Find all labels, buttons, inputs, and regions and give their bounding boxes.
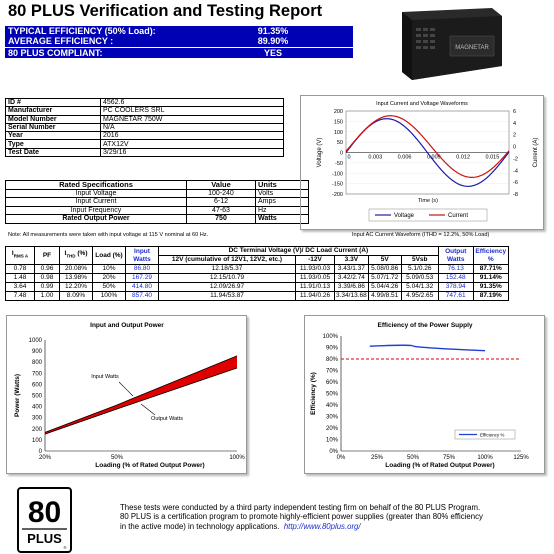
- waveform-y2tick: -6: [513, 180, 518, 187]
- footer-line-1: These tests were conducted by a third party independent testing firm on behalf of the 80 PLUS Program.: [120, 503, 481, 512]
- header-dc-title: DC Terminal Voltage (V)/ DC Load Current (A): [159, 247, 439, 256]
- series-current-line: [346, 116, 509, 178]
- waveform-ytick: 0: [339, 150, 343, 157]
- info-value: N/A: [101, 123, 284, 131]
- summary-label: 80 PLUS COMPLIANT:: [8, 47, 103, 58]
- specs-row: [6, 215, 309, 224]
- specs-name: Input Frequency: [6, 206, 187, 215]
- efficiency-xtick: 0%: [336, 455, 346, 461]
- cell-v12: 12.15/10.79: [159, 274, 296, 283]
- header-irms-sub: RMS A: [13, 253, 29, 259]
- cell-ithd: 12.20%: [60, 283, 93, 292]
- cell-pf: 0.99: [35, 283, 60, 292]
- power-ylabel: Power (Watts): [14, 373, 21, 418]
- footer-text: [120, 503, 540, 531]
- cell-irms: 7.48: [6, 292, 35, 301]
- cell-v5sb: 5.04/1.32: [401, 283, 438, 292]
- waveform-xtick: 0.009: [426, 154, 441, 161]
- cell-output: 152.48: [438, 274, 473, 283]
- device-info-table: [5, 98, 284, 157]
- power-ytick: 500: [31, 393, 42, 400]
- cell-load: 50%: [93, 283, 126, 292]
- power-ytick: 200: [31, 426, 42, 433]
- info-key: Type: [6, 140, 101, 148]
- cell-eff: 87.71%: [473, 265, 508, 274]
- series-input-watts-line: [45, 356, 237, 433]
- footer-line-2: 80 PLUS is a certification program to promote highly-efficient power supplies (greater than 80% efficiency: [120, 512, 483, 522]
- power-ytick: 300: [31, 415, 42, 422]
- logo-plus: PLUS: [27, 531, 62, 546]
- summary-panel: [5, 26, 353, 58]
- cell-ithd: 13.98%: [60, 274, 93, 283]
- info-value: PC COOLERS SRL: [101, 107, 284, 115]
- cell-v33: 3.39/6.86: [335, 283, 369, 292]
- measurement-row: [6, 274, 509, 283]
- header-input-watts: Input Watts: [126, 247, 159, 265]
- annotation-output-watts: Output Watts: [151, 416, 183, 422]
- header-irms: [6, 247, 35, 265]
- efficiency-ylabel: Efficiency (%): [310, 372, 317, 415]
- cell-pf: 0.96: [35, 265, 60, 274]
- specs-name: Rated Output Power: [6, 215, 187, 224]
- cell-v12: 11.94/53.87: [159, 292, 296, 301]
- efficiency-ytick: 40%: [325, 403, 338, 409]
- cell-eff: 91.35%: [473, 283, 508, 292]
- series-efficiency-line: [370, 345, 485, 350]
- summary-row-compliant: [5, 47, 353, 58]
- summary-label: AVERAGE EFFICIENCY :: [8, 36, 114, 47]
- waveform-y2label: Current (A): [533, 137, 539, 168]
- cell-v33: 3.34/13.68: [336, 292, 367, 299]
- efficiency-chart-title: Efficiency of the Power Supply: [377, 322, 473, 329]
- waveform-y2tick: -8: [513, 192, 518, 198]
- report-title: 80 PLUS Verification and Testing Report: [8, 2, 323, 20]
- efficiency-ytick: 60%: [325, 380, 338, 386]
- waveform-xtick: 0.012: [456, 154, 471, 161]
- specs-value: 100-240: [187, 189, 256, 198]
- waveform-y2tick: 6: [513, 109, 517, 115]
- cell-load: 100%: [93, 292, 126, 301]
- power-ytick: 0: [38, 449, 42, 455]
- cell-pf: 0.98: [35, 274, 60, 283]
- specs-units: Amps: [256, 198, 309, 207]
- efficiency-chart: [305, 316, 544, 473]
- power-xtick: 50%: [110, 455, 124, 461]
- specs-value: 6-12: [187, 198, 256, 207]
- power-supply-photo: [392, 6, 504, 84]
- annotation-output-arrow: [141, 404, 155, 415]
- cell-v5sb: 5.1/0.26: [401, 265, 438, 274]
- waveform-y2tick: -2: [513, 156, 518, 163]
- info-value: 4562.6: [101, 99, 284, 107]
- specs-units: Volts: [256, 189, 309, 198]
- specs-header-row: [6, 181, 309, 190]
- waveform-caption: Input AC Current Waveform (ITHD = 12.2%, 50% Load): [352, 232, 490, 238]
- specs-row: [6, 206, 309, 215]
- info-key: Manufacturer: [6, 107, 101, 115]
- specs-units: Watts: [256, 215, 309, 224]
- header-dc-5vsb: 5Vsb: [401, 256, 438, 265]
- measurement-row: [6, 292, 509, 301]
- waveform-ytick: 150: [333, 119, 343, 126]
- specs-header-units: Units: [256, 181, 309, 190]
- header-load: Load (%): [93, 247, 126, 265]
- cell-v5: 5.08/0.86: [368, 265, 401, 274]
- summary-label: TYPICAL EFFICIENCY (50% Load):: [8, 26, 156, 36]
- efficiency-ytick: 10%: [325, 437, 338, 444]
- measurement-table: [5, 246, 509, 301]
- waveform-ytick: -50: [335, 160, 343, 167]
- annotation-input-watts: Input Watts: [91, 374, 119, 380]
- specs-units: Hz: [256, 206, 309, 215]
- waveform-xlabel: Time (s): [418, 198, 438, 204]
- power-xtick: 100%: [229, 455, 245, 461]
- footer-line-3-wrap: [120, 522, 540, 531]
- cell-v12: 12.18/5.37: [159, 265, 296, 274]
- efficiency-ytick: 20%: [325, 426, 338, 432]
- specs-row: [6, 189, 309, 198]
- efficiency-ytick: 50%: [325, 391, 338, 398]
- waveform-y2tick: 2: [513, 132, 517, 139]
- info-row: [6, 148, 284, 156]
- rated-specs-table: [5, 180, 309, 224]
- info-row: [6, 99, 284, 107]
- cell-vm12: 11.91/0.13: [296, 283, 335, 292]
- cell-vm12: 11.94/0.26: [296, 292, 335, 301]
- specs-value: 750: [187, 215, 256, 224]
- cell-vm12: 11.93/0.03: [296, 265, 335, 274]
- power-ytick: 800: [31, 360, 42, 367]
- efficiency-xtick: 100%: [477, 455, 493, 461]
- waveform-y2tick: -4: [513, 168, 518, 175]
- psu-brand-text: MAGNETAR: [455, 45, 489, 51]
- info-key: Test Date: [6, 148, 101, 156]
- cell-irms: 0.78: [6, 265, 35, 274]
- header-output-watts: Output Watts: [438, 247, 473, 265]
- efficiency-chart-xlabel: Loading (% of Rated Output Power): [385, 462, 495, 469]
- summary-row-typical: [5, 26, 353, 36]
- cell-vm12: 11.93/0.05: [296, 274, 335, 283]
- power-chart-panel: [6, 315, 247, 474]
- specs-header-value: Value: [187, 181, 256, 190]
- cell-v5sb: 5.09/0.53: [401, 274, 438, 283]
- specs-name: Input Current: [6, 198, 187, 207]
- info-key: Model Number: [6, 115, 101, 123]
- info-key: Serial Number: [6, 123, 101, 131]
- info-row: [6, 123, 284, 131]
- annotation-input-arrow: [119, 382, 133, 396]
- summary-value: 89.90%: [257, 36, 289, 47]
- cell-input: 167.29: [126, 274, 159, 283]
- efficiency-xtick: 125%: [513, 455, 529, 461]
- measurement-header-row: [6, 247, 509, 256]
- power-chart-title: Input and Output Power: [90, 322, 164, 329]
- waveform-ytick: 100: [333, 129, 343, 136]
- summary-row-average: [5, 36, 353, 46]
- efficiency-xtick: 75%: [442, 455, 456, 461]
- info-row: [6, 107, 284, 115]
- header-dc-12v: 12V (cumulative of 12V1, 12V2, etc.): [159, 256, 296, 265]
- info-value: ATX12V: [101, 140, 284, 148]
- legend-efficiency-label: Efficiency %: [480, 432, 505, 438]
- efficiency-ytick: 70%: [325, 368, 338, 375]
- legend-voltage-label: Voltage: [394, 213, 415, 219]
- header-ithd: [60, 247, 93, 265]
- specs-row: [6, 198, 309, 207]
- info-key: ID #: [6, 99, 101, 107]
- power-ytick: 600: [31, 382, 42, 389]
- header-dc-3v3: 3.3V: [335, 256, 369, 265]
- info-row: [6, 140, 284, 148]
- cell-v5: 4.99/8.51: [368, 292, 401, 301]
- footer-line-3: in the active mode) in technology applications.: [120, 521, 280, 531]
- cell-v33: 3.42/2.74: [335, 274, 369, 283]
- cell-v12: 12.09/26.97: [159, 283, 296, 292]
- cell-irms: 1.48: [6, 274, 35, 283]
- cell-ithd: 20.08%: [60, 265, 93, 274]
- 80plus-logo: [17, 487, 72, 553]
- waveform-ytick: -100: [331, 171, 343, 178]
- header-ithd-pct: (%): [77, 250, 88, 258]
- cell-input: 86.80: [126, 265, 159, 274]
- waveform-ytick: -150: [331, 181, 343, 188]
- specs-header-spec: Rated Specifications: [6, 181, 187, 190]
- info-value: 2016: [101, 132, 284, 140]
- efficiency-ytick: 100%: [322, 334, 338, 340]
- cell-v5sb: 4.95/2.65: [401, 292, 438, 301]
- cell-load: 10%: [93, 265, 126, 274]
- efficiency-ytick: 0%: [329, 449, 338, 455]
- waveform-ytick: 50: [336, 140, 343, 147]
- cell-output: 76.13: [438, 265, 473, 274]
- specs-name: Input Voltage: [6, 189, 187, 198]
- cell-output: 747.61: [438, 292, 473, 301]
- measurement-note: Note: All measurements were taken with input voltage at 115 V nominal at 60 Hz.: [8, 232, 209, 238]
- waveform-ylabel: Voltage (V): [317, 137, 323, 168]
- summary-value: 91.35%: [257, 26, 289, 36]
- measurement-row: [6, 265, 509, 274]
- waveform-y2tick: 4: [513, 120, 517, 127]
- series-output-watts-line: [45, 368, 237, 434]
- cell-eff: 87.19%: [473, 292, 508, 301]
- info-value: 3/29/16: [101, 148, 284, 156]
- waveform-title: Input Current and Voltage Waveforms: [376, 101, 468, 107]
- waveform-y2tick: 0: [513, 144, 517, 151]
- efficiency-xtick: 50%: [406, 455, 420, 461]
- cell-input: 414.80: [126, 283, 159, 292]
- power-xtick: 20%: [38, 455, 52, 461]
- cell-input: 857.40: [126, 292, 159, 301]
- header-irms-main: I: [11, 250, 14, 258]
- info-row: [6, 132, 284, 140]
- efficiency-xtick: 25%: [370, 455, 384, 461]
- header-dc-neg12v: -12V: [296, 256, 335, 265]
- cell-ithd: 8.09%: [60, 292, 93, 301]
- power-ytick: 1000: [28, 338, 42, 344]
- power-chart-xlabel: Loading (% of Rated Output Power): [95, 462, 205, 469]
- header-ithd-sub: THD: [66, 253, 76, 259]
- cell-irms: 3.64: [6, 283, 35, 292]
- efficiency-ytick: 90%: [325, 345, 338, 352]
- cell-v5: 5.04/4.26: [368, 283, 401, 292]
- waveform-xtick: 0.015: [485, 154, 500, 161]
- header-efficiency: Efficiency %: [473, 247, 508, 265]
- power-ytick: 100: [31, 437, 42, 444]
- efficiency-ytick: 30%: [325, 414, 338, 421]
- psu-side-face: [402, 12, 412, 80]
- waveform-xtick: 0.006: [397, 154, 412, 161]
- power-ytick: 900: [31, 349, 42, 356]
- footer-link[interactable]: http://www.80plus.org/: [283, 521, 361, 531]
- waveform-ytick: -200: [331, 192, 343, 198]
- legend-current-label: Current: [448, 213, 469, 219]
- power-ytick: 700: [31, 371, 42, 378]
- cell-eff: 91.14%: [473, 274, 508, 283]
- cell-v33: 3.43/1.37: [335, 265, 369, 274]
- logo-registered: ®: [63, 545, 67, 550]
- cell-output: 378.94: [438, 283, 473, 292]
- info-key: Year: [6, 132, 101, 140]
- efficiency-chart-panel: [304, 315, 545, 474]
- cell-pf: 1.00: [35, 292, 60, 301]
- waveform-chart-panel: [300, 95, 544, 230]
- waveform-xtick: 0: [347, 154, 351, 161]
- power-ytick: 400: [31, 404, 42, 411]
- header-ithd-main: I: [64, 250, 67, 258]
- power-chart: [7, 316, 246, 473]
- waveform-chart: [301, 96, 543, 229]
- specs-value: 47-63: [187, 206, 256, 215]
- header-dc-5v: 5V: [368, 256, 401, 265]
- cell-load: 20%: [93, 274, 126, 283]
- waveform-xtick: 0.003: [368, 154, 383, 161]
- efficiency-ytick: 80%: [325, 357, 338, 363]
- cell-v5: 5.07/1.72: [368, 274, 401, 283]
- info-value: MAGNETAR 750W: [101, 115, 284, 123]
- header-pf: PF: [35, 247, 60, 265]
- measurement-row: [6, 283, 509, 292]
- waveform-ytick: 200: [333, 109, 343, 115]
- logo-number: 80: [27, 496, 62, 529]
- info-row: [6, 115, 284, 123]
- summary-value: YES: [263, 47, 282, 58]
